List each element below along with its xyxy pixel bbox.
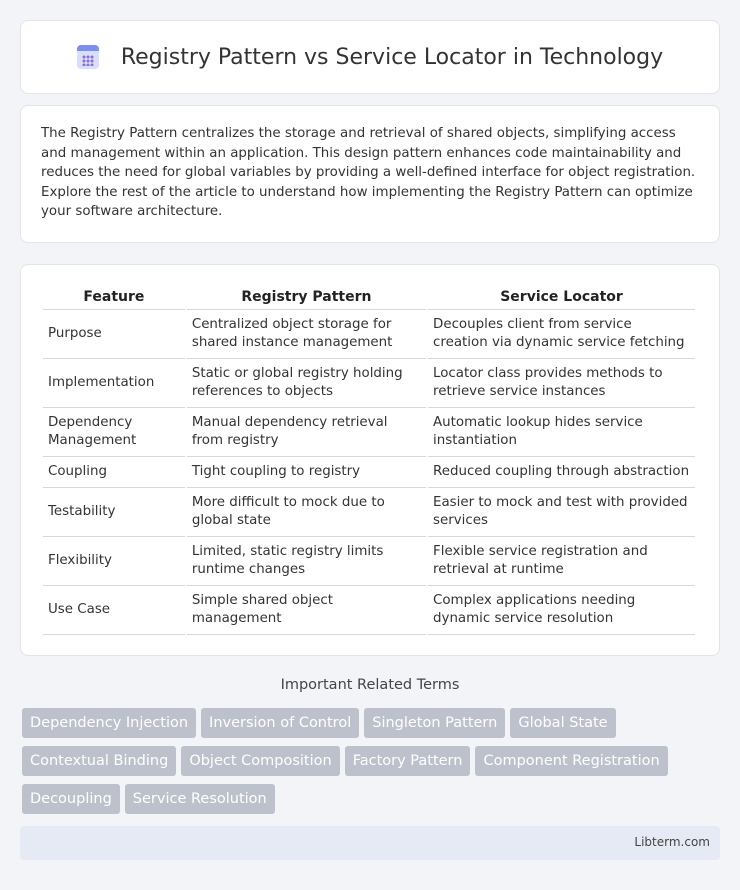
table-cell: Reduced coupling through abstraction [428, 457, 695, 488]
table-cell: Limited, static registry limits runtime changes [187, 537, 426, 586]
table-cell: Locator class provides methods to retrieve service instances [428, 359, 695, 408]
table-cell: Decouples client from service creation via dynamic service fetching [428, 310, 695, 359]
table-cell: Testability [43, 488, 185, 537]
related-terms-title: Important Related Terms [280, 677, 460, 693]
table-cell: More difficult to mock due to global state [187, 488, 426, 537]
calendar-grid-icon [77, 45, 99, 69]
intro-card [20, 105, 720, 243]
table-cell: Flexible service registration and retrieval at runtime [428, 537, 695, 586]
table-row [43, 310, 695, 359]
table-cell: Manual dependency retrieval from registry [187, 408, 426, 457]
intro-text: The Registry Pattern centralizes the storage and retrieval of shared objects, simplifying access and management within an application. This design pattern enhances code maintainability and reduces the need for global variables by providing a well-defined interface for object registration. Explore the rest of the article to understand how implementing the Registry Pattern can optimize your software architecture. [41, 126, 696, 220]
related-term-tag[interactable]: Object Composition [181, 746, 339, 776]
column-header-service-locator: Service Locator [428, 285, 695, 310]
footer-site-link[interactable]: Libterm.com [634, 835, 710, 849]
related-term-tag[interactable]: Singleton Pattern [364, 708, 505, 738]
related-term-tag[interactable]: Global State [510, 708, 615, 738]
related-term-tag[interactable]: Factory Pattern [345, 746, 471, 776]
column-header-feature: Feature [43, 285, 185, 310]
related-terms-list [22, 708, 722, 822]
footer-bar [20, 826, 720, 860]
table-cell: Coupling [43, 457, 185, 488]
table-row [43, 408, 695, 457]
table-cell: Flexibility [43, 537, 185, 586]
table-cell: Simple shared object management [187, 586, 426, 635]
table-cell: Easier to mock and test with provided services [428, 488, 695, 537]
comparison-table-card [20, 264, 720, 656]
page-title: Registry Pattern vs Service Locator in Technology [120, 44, 664, 70]
table-header-row [43, 285, 695, 310]
table-cell: Dependency Management [43, 408, 185, 457]
table-cell: Use Case [43, 586, 185, 635]
related-term-tag[interactable]: Inversion of Control [201, 708, 359, 738]
header-card [20, 20, 720, 94]
table-cell: Implementation [43, 359, 185, 408]
table-cell: Centralized object storage for shared instance management [187, 310, 426, 359]
table-row [43, 488, 695, 537]
table-row [43, 359, 695, 408]
related-term-tag[interactable]: Contextual Binding [22, 746, 176, 776]
related-term-tag[interactable]: Component Registration [475, 746, 667, 776]
table-cell: Tight coupling to registry [187, 457, 426, 488]
related-term-tag[interactable]: Dependency Injection [22, 708, 196, 738]
table-cell: Static or global registry holding references to objects [187, 359, 426, 408]
title-wrap [21, 21, 719, 93]
comparison-table [41, 285, 697, 635]
table-row [43, 457, 695, 488]
table-cell: Purpose [43, 310, 185, 359]
related-term-tag[interactable]: Service Resolution [125, 784, 275, 814]
table-cell: Automatic lookup hides service instantiation [428, 408, 695, 457]
table-row [43, 586, 695, 635]
table-cell: Complex applications needing dynamic service resolution [428, 586, 695, 635]
table-row [43, 537, 695, 586]
column-header-registry: Registry Pattern [187, 285, 426, 310]
related-term-tag[interactable]: Decoupling [22, 784, 120, 814]
